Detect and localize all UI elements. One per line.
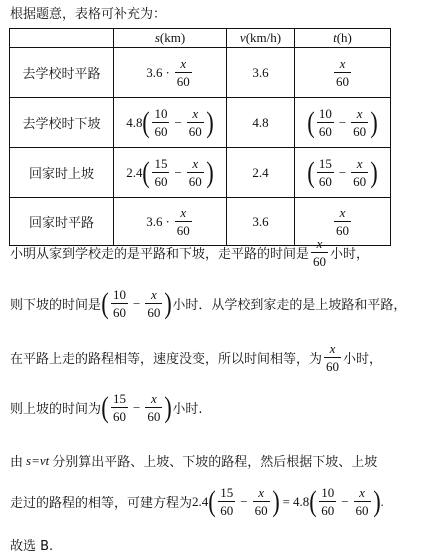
header-s: s(km)	[114, 29, 227, 48]
distance-cell: 4.8 ( $\frac{10}{60}$ − $\frac{x}{60}$ )	[114, 98, 227, 148]
speed-cell: 3.6	[227, 198, 295, 246]
speed-cell: 2.4	[227, 148, 295, 198]
speed-cell: 4.8	[227, 98, 295, 148]
time-cell: $\frac{x}{60}$	[295, 48, 391, 98]
table-row	[10, 98, 391, 148]
paragraph-line-2: 则下坡的时间是 ( $\frac{10}{60}$ − $\frac{x}{60}$ ) 小时．从学校到家走的是上坡路和平路，	[10, 286, 407, 320]
paragraph-line-3: 在平路上走的路程相等，速度没变，所以时间相等，为 $\frac{x}{60}$ 小时，	[10, 341, 383, 374]
answer-line: 故选 B.	[10, 539, 54, 554]
paragraph-line-5: 由 s=vt 分别算出平路、上坡、下坡的路程，然后根据下坡、上坡	[10, 452, 378, 470]
intro-text: 根据题意，表格可补充为：	[10, 7, 167, 22]
time-cell: ( $\frac{15}{60}$ − $\frac{x}{60}$ )	[295, 148, 391, 198]
table-header-row	[10, 29, 391, 48]
row-label: 回家时平路	[10, 198, 114, 246]
time-cell: ( $\frac{10}{60}$ − $\frac{x}{60}$ )	[295, 98, 391, 148]
table-row	[10, 148, 391, 198]
time-cell: $\frac{x}{60}$	[295, 198, 391, 246]
table-row	[10, 48, 391, 98]
distance-cell: 3.6 · $\frac{x}{60}$	[114, 198, 227, 246]
header-v: v(km/h)	[227, 29, 295, 48]
distance-cell: 3.6 · $\frac{x}{60}$	[114, 48, 227, 98]
paragraph-line-6: 走过的路程的相等，可建方程为 2.4 ( $\frac{15}{60}$ − $\frac{x}{60}$ ) = 4.8 ( $\frac{10}{60}$ − $\frac{x}{60}$ ) .	[10, 484, 384, 518]
speed-cell: 3.6	[227, 48, 295, 98]
header-t: t(h)	[295, 29, 391, 48]
row-label: 回家时上坡	[10, 148, 114, 198]
row-label: 去学校时平路	[10, 48, 114, 98]
data-table	[9, 28, 391, 246]
distance-cell: 2.4 ( $\frac{15}{60}$ − $\frac{x}{60}$ )	[114, 148, 227, 198]
paragraph-line-4: 则上坡的时间为 ( $\frac{15}{60}$ − $\frac{x}{60}$ ) 小时.	[10, 390, 203, 424]
header-empty	[10, 29, 114, 48]
row-label: 去学校时下坡	[10, 98, 114, 148]
paragraph-line-1: 小明从家到学校走的是平路和下坡，走平路的时间是 $\frac{x}{60}$ 小时，	[10, 236, 370, 269]
